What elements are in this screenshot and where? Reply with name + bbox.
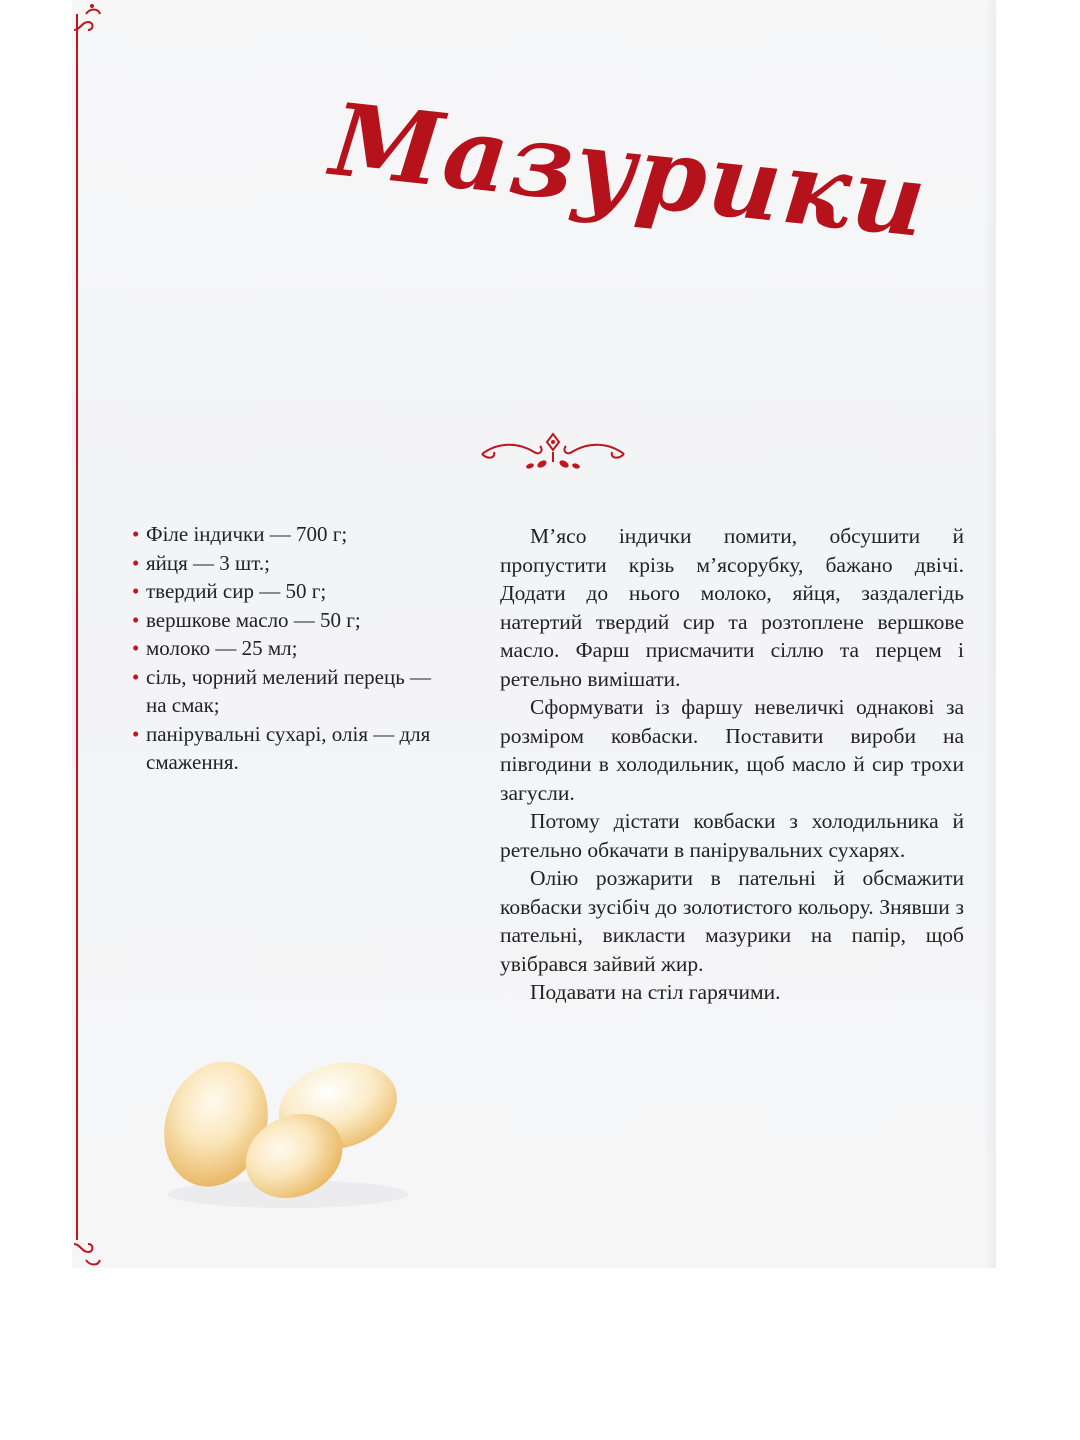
ingredient-item: • яйця — 3 шт.; bbox=[132, 549, 452, 578]
page-edge-shadow bbox=[984, 0, 996, 1268]
method-step: Потому дістати ковбаски з холодильника й ретельно обкачати в панірувальних сухарях. bbox=[500, 809, 964, 862]
page-border-line bbox=[76, 14, 78, 1240]
ingredient-item: • Філе індички — 700 г; bbox=[132, 520, 452, 549]
method-step: Олію розжарити в пательні й обсмажити ковбаски зусібіч до золотистого кольору. Знявши з пательні, викласти мазурики на папір, щоб увібрався зайвий жир. bbox=[500, 866, 964, 976]
ornament-divider-icon bbox=[478, 428, 628, 478]
book-page bbox=[72, 0, 996, 1268]
corner-ornament-bottom-icon bbox=[72, 1240, 112, 1268]
ingredient-item: • твердий сир — 50 г; bbox=[132, 577, 452, 606]
ingredients-list bbox=[132, 520, 452, 777]
eggs-illustration bbox=[158, 1044, 418, 1214]
method-step: Подавати на стіл гарячими. bbox=[530, 980, 781, 1004]
ingredient-item: • панірувальні сухарі, олія — для смаження. bbox=[132, 720, 452, 777]
method-step: Сформувати із фаршу невеличкі однакові за розміром ковбаски. Поставити вироби на півгодини в холодильник, щоб масло й сир трохи загусли. bbox=[500, 695, 964, 805]
corner-ornament-top-icon bbox=[72, 0, 112, 40]
method-step: М’ясо індички помити, обсушити й пропустити крізь м’ясорубку, бажано двічі. Додати до нього молоко, яйця, заздалегідь натертий твердий сир та розтоплене вершкове масло. Фарш присмачити сіллю та перцем і ретельно вимішати. bbox=[500, 524, 964, 691]
ingredient-item: • вершкове масло — 50 г; bbox=[132, 606, 452, 635]
ingredient-item: • молоко — 25 мл; bbox=[132, 634, 452, 663]
method-text bbox=[500, 522, 964, 1007]
ingredient-item: • сіль, чорний мелений перець — на смак; bbox=[132, 663, 452, 720]
recipe-title: Мазурики bbox=[325, 80, 934, 261]
